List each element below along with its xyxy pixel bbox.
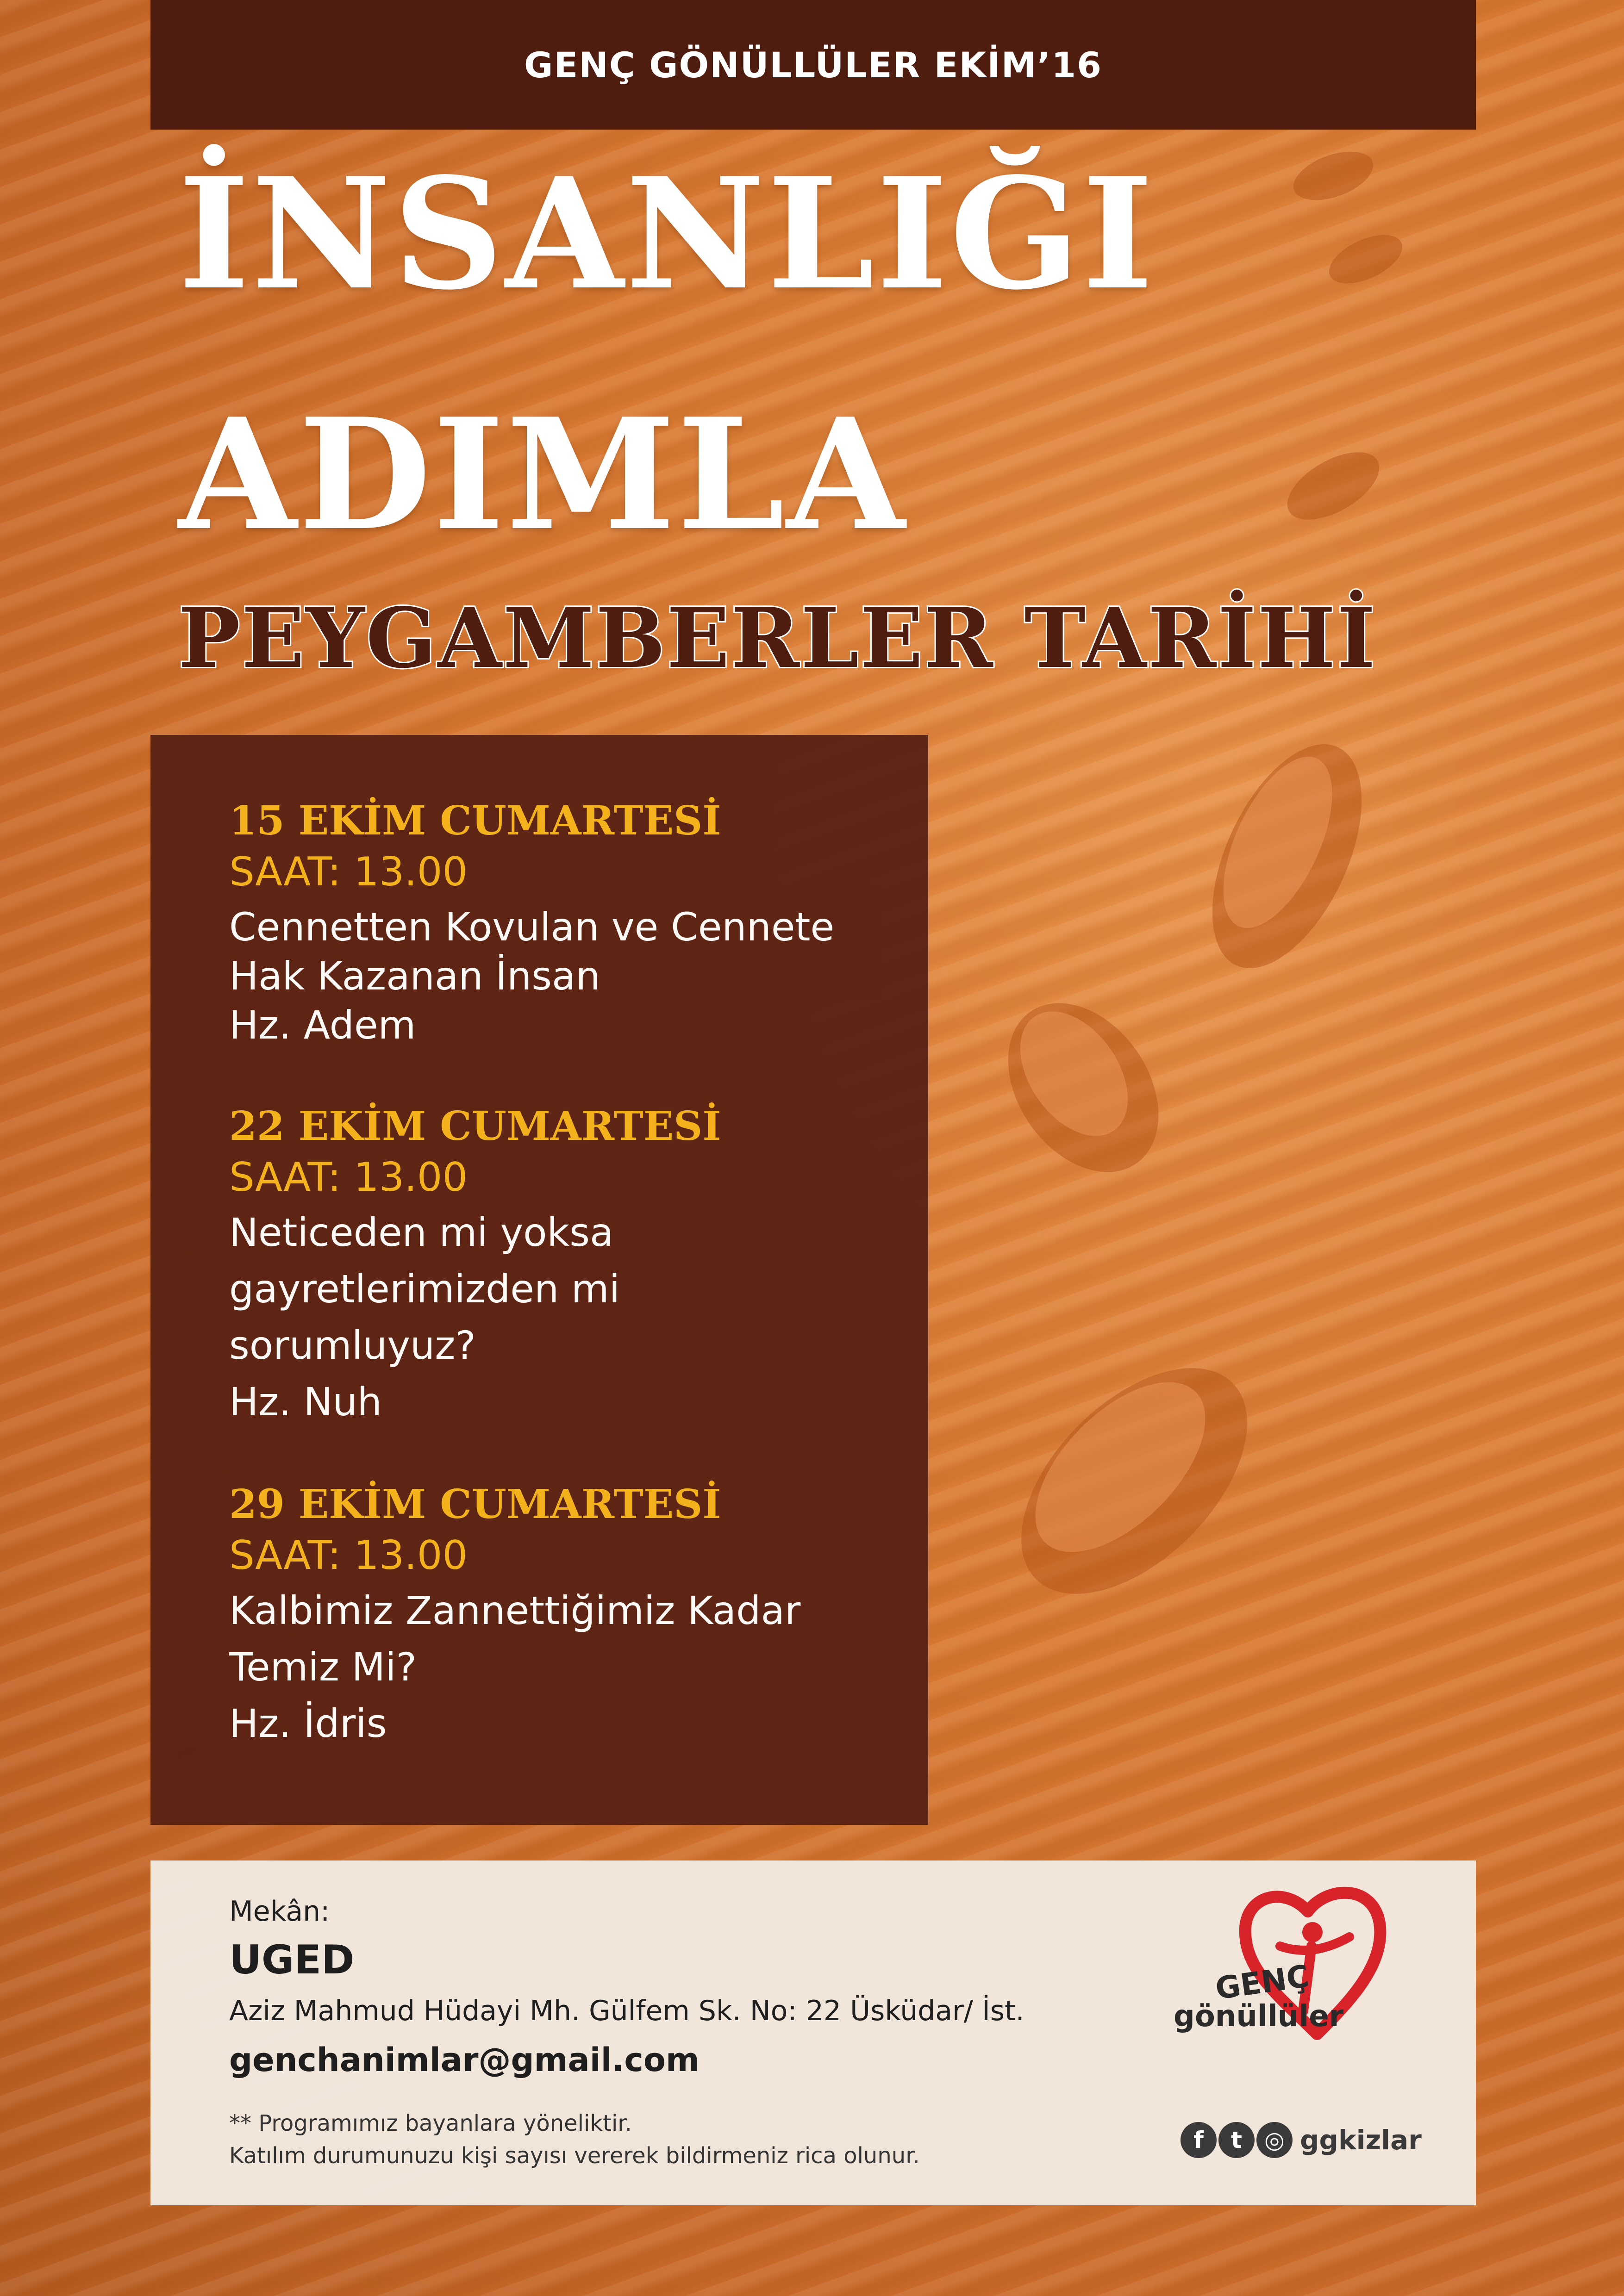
note-line-1: ** Programımız bayanlara yöneliktir. xyxy=(229,2110,632,2136)
social-links xyxy=(1181,2122,1422,2158)
event-3 xyxy=(229,1481,800,1746)
info-panel xyxy=(150,1860,1476,2205)
contact-email[interactable]: genchanimlar@gmail.com xyxy=(229,2041,700,2079)
title-line-2: ADIMLA xyxy=(178,385,907,564)
event-speaker: Hz. Nuh xyxy=(229,1379,382,1425)
event-desc-line: Hak Kazanan İnsan xyxy=(229,953,600,999)
title-line-1: İNSANLIĞI xyxy=(178,144,1156,324)
logo-text-gonulluler: gönüllüler xyxy=(1174,1999,1344,2034)
event-speaker: Hz. İdris xyxy=(229,1701,387,1746)
venue-name: UGED xyxy=(229,1937,355,1983)
event-speaker: Hz. Adem xyxy=(229,1002,416,1048)
event-desc-line: Temiz Mi? xyxy=(229,1644,417,1690)
social-handle[interactable]: ggkizlar xyxy=(1300,2124,1422,2156)
event-desc-line: Kalbimiz Zannettiğimiz Kadar xyxy=(229,1588,801,1633)
event-date: 29 EKİM CUMARTESİ xyxy=(229,1481,721,1528)
note-line-2: Katılım durumunuzu kişi sayısı vererek bildirmeniz rica olunur. xyxy=(229,2143,920,2169)
event-desc-line: Neticeden mi yoksa xyxy=(229,1210,614,1255)
event-2 xyxy=(229,1103,721,1425)
venue-label: Mekân: xyxy=(229,1895,330,1928)
event-desc-line: gayretlerimizden mi xyxy=(229,1266,620,1312)
twitter-icon[interactable]: t xyxy=(1218,2122,1255,2158)
event-time: SAAT: 13.00 xyxy=(229,849,468,895)
subtitle: PEYGAMBERLER TARİHİ xyxy=(178,590,1377,686)
event-time: SAAT: 13.00 xyxy=(229,1532,468,1579)
event-date: 15 EKİM CUMARTESİ xyxy=(229,797,721,844)
event-desc-line: Cennetten Kovulan ve Cennete xyxy=(229,904,835,950)
event-desc-line: sorumluyuz? xyxy=(229,1323,476,1368)
venue-address: Aziz Mahmud Hüdayi Mh. Gülfem Sk. No: 22 Üsküdar/ İst. xyxy=(229,1995,1024,2027)
event-1 xyxy=(229,797,834,1048)
facebook-icon[interactable]: f xyxy=(1181,2122,1217,2158)
logo-text-genc: GENÇ xyxy=(1213,1958,1312,2007)
top-banner: GENÇ GÖNÜLLÜLER EKİM’16 xyxy=(150,0,1476,130)
instagram-icon[interactable]: ◎ xyxy=(1256,2122,1293,2158)
event-date: 22 EKİM CUMARTESİ xyxy=(229,1103,721,1150)
events-panel xyxy=(150,735,928,1825)
event-time: SAAT: 13.00 xyxy=(229,1154,468,1201)
